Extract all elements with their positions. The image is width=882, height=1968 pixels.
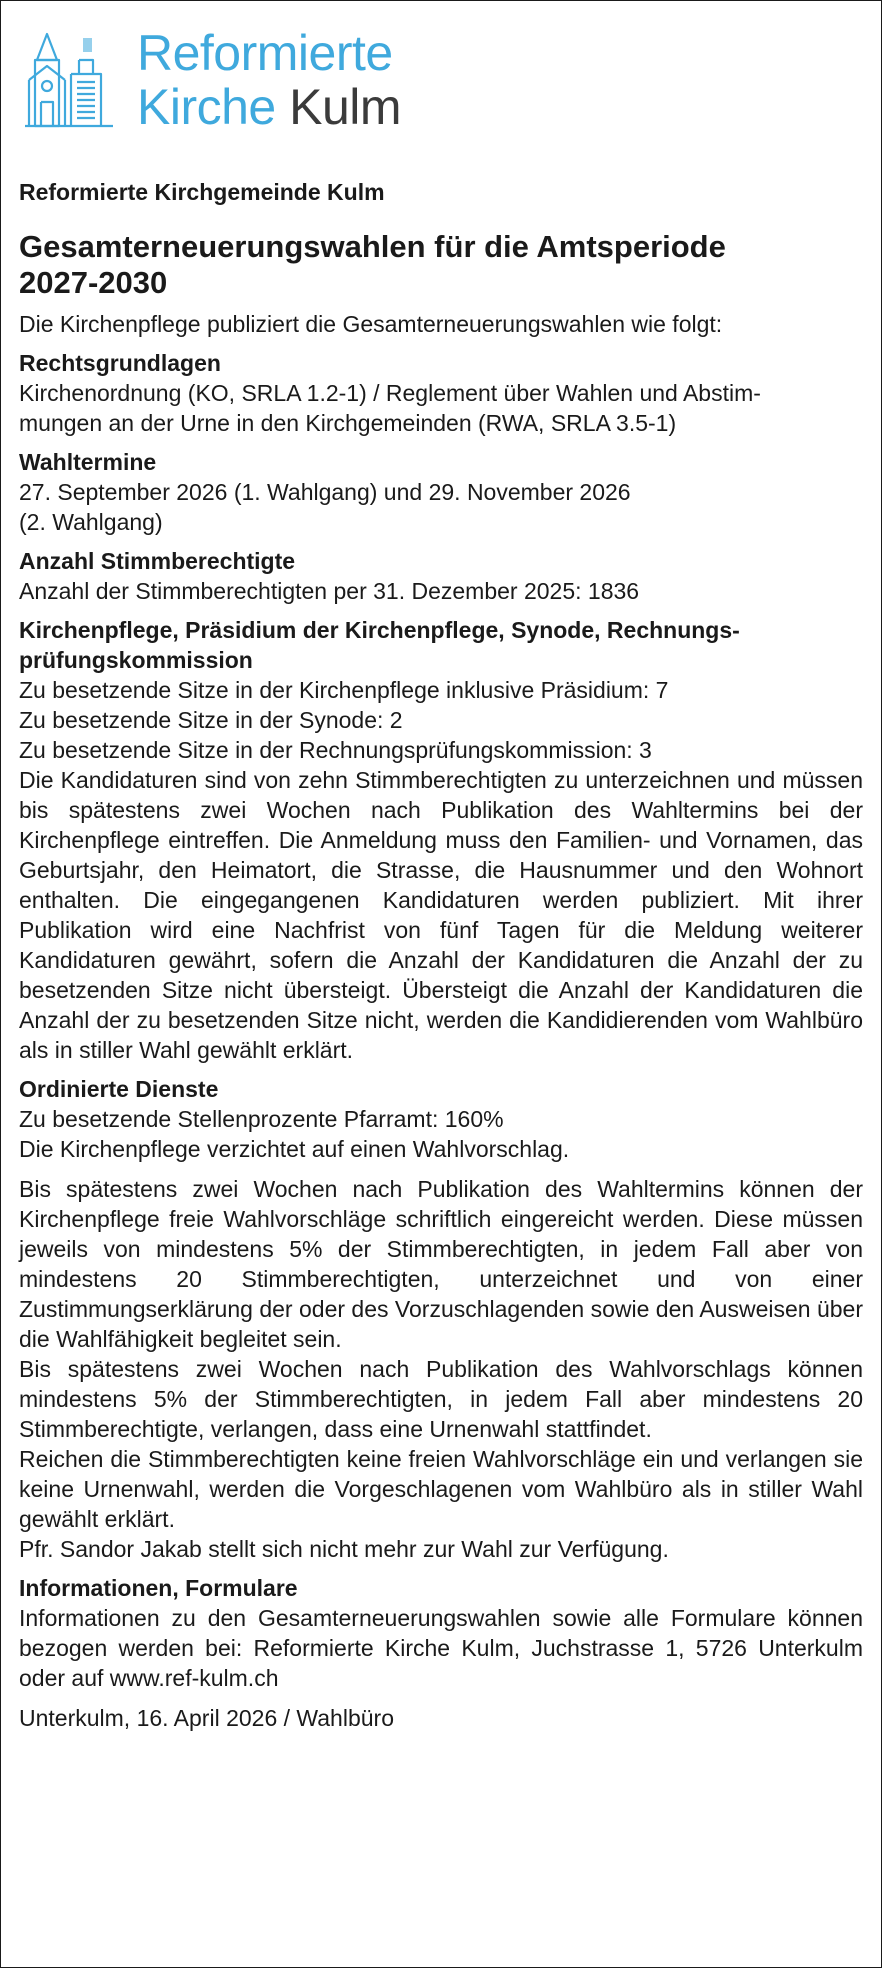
title-line-1: Gesamterneuerungswahlen für die Amtsperiode [19, 229, 726, 264]
section-wahltermine [19, 447, 863, 537]
paragraph: Bis spätestens zwei Wochen nach Publikation des Wahltermins können der Kirchenpflege freie Wahlvorschläge schriftlich eingereicht werden. Diese müssen jeweils von mindestens 5% der Stimmberechtigten, in jedem Fall aber von mindestens 20 Stimmberechtigten, unterzeichnet und von einer Zustimmungserklärung der oder des Vorzuschlagenden sowie den Ausweisen über die Wahlfähigkeit begleitet sein. [19, 1176, 863, 1352]
section-line: mungen an der Urne in den Kirchgemeinden (RWA, SRLA 3.5-1) [19, 410, 677, 436]
intro-text: Die Kirchenpflege publiziert die Gesamterneuerungswahlen wie folgt: [19, 311, 723, 337]
header [19, 178, 863, 301]
heading-line-2: prüfungskommission [19, 647, 253, 673]
seats-rpk: Zu besetzende Sitze in der Rechnungsprüfungskommission: 3 [19, 737, 652, 763]
candidature-paragraph: Die Kandidaturen sind von zehn Stimmberechtigten zu unterzeichnen und müssen bis spätestens zwei Wochen nach Publikation des Wahltermins bei der Kirchenpflege eintreffen. Die Anmeldung muss den Familien- und Vornamen, das Geburtsjahr, den Heimatort, die Strasse, die Hausnummer und den Wohnort enthalten. Die eingegangenen Kandidaturen werden publiziert. Mit ihrer Publikation wird eine Nachfrist von fünf Tagen für die Meldung weiterer Kandidaturen gewährt, sofern die Anzahl der Kandidaturen die Anzahl der zu besetzenden Sitze nicht übersteigt. Übersteigt die Anzahl der Kandidaturen die Anzahl der zu besetzenden Sitze nicht, werden die Kandidierenden vom Wahlbüro als in stiller Wahl gewählt erklärt. [19, 767, 863, 1063]
section-heading: Ordinierte Dienste [19, 1076, 219, 1102]
section-line: Die Kirchenpflege verzichtet auf einen Wahlvorschlag. [19, 1136, 570, 1162]
section-line: Zu besetzende Stellenprozente Pfarramt: 160% [19, 1106, 504, 1132]
section-informationen [19, 1573, 863, 1693]
org-name: Reformierte Kirchgemeinde Kulm [19, 179, 385, 205]
logo-word-reformierte: Reformierte [137, 25, 393, 81]
section-line: Kirchenordnung (KO, SRLA 1.2-1) / Reglement über Wahlen und Abstim- [19, 380, 761, 406]
section-heading: Informationen, Formulare [19, 1575, 298, 1601]
seats-kirchenpflege: Zu besetzende Sitze in der Kirchenpflege inklusive Präsidium: 7 [19, 677, 669, 703]
section-line: Anzahl der Stimmberechtigten per 31. Dezember 2025: 1836 [19, 578, 640, 604]
section-heading: Wahltermine [19, 449, 157, 475]
section-line: 27. September 2026 (1. Wahlgang) und 29. November 2026 [19, 479, 631, 505]
seats-synode: Zu besetzende Sitze in der Synode: 2 [19, 707, 403, 733]
section-behoerden [19, 615, 863, 1065]
section-dienste [19, 1074, 863, 1164]
logo-word-kirche: Kirche [137, 79, 276, 135]
section-stimmberechtigte [19, 546, 863, 606]
info-paragraph: Informationen zu den Gesamterneuerungswahlen sowie alle Formulare können bezogen werden bei: Reformierte Kirche Kulm, Juchstrasse 1, 5726 Unterkulm oder auf www.ref-kulm.ch [19, 1605, 863, 1691]
section-rechtsgrundlagen [19, 348, 863, 438]
church-logo [19, 25, 863, 138]
page-title [19, 229, 863, 301]
heading-line-1: Kirchenpflege, Präsidium der Kirchenpflege, Synode, Rechnungs- [19, 617, 740, 643]
section-heading: Anzahl Stimmberechtigte [19, 548, 296, 574]
title-line-2: 2027-2030 [19, 265, 168, 300]
paragraph: Reichen die Stimmberechtigten keine freien Wahlvorschläge ein und verlangen sie keine Urnenwahl, werden die Vorgeschlagenen vom Wahlbüro als in stiller Wahl gewählt erklärt. [19, 1446, 863, 1532]
footer-signature: Unterkulm, 16. April 2026 / Wahlbüro [19, 1705, 394, 1731]
section-line: (2. Wahlgang) [19, 509, 163, 535]
paragraph: Bis spätestens zwei Wochen nach Publikation des Wahlvorschlags können mindestens 5% der Stimmberechtigten, in jedem Fall aber mindestens 20 Stimmberechtigte, verlangen, dass eine Urnenwahl stattfindet. [19, 1356, 863, 1442]
logo-word-kulm: Kulm [289, 79, 402, 135]
section-heading: Rechtsgrundlagen [19, 350, 221, 376]
paragraph: Pfr. Sandor Jakab stellt sich nicht mehr zur Wahl zur Verfügung. [19, 1536, 669, 1562]
church-building-icon [19, 30, 119, 130]
section-wahlvorschlaege [19, 1174, 863, 1564]
section-heading [19, 615, 863, 675]
